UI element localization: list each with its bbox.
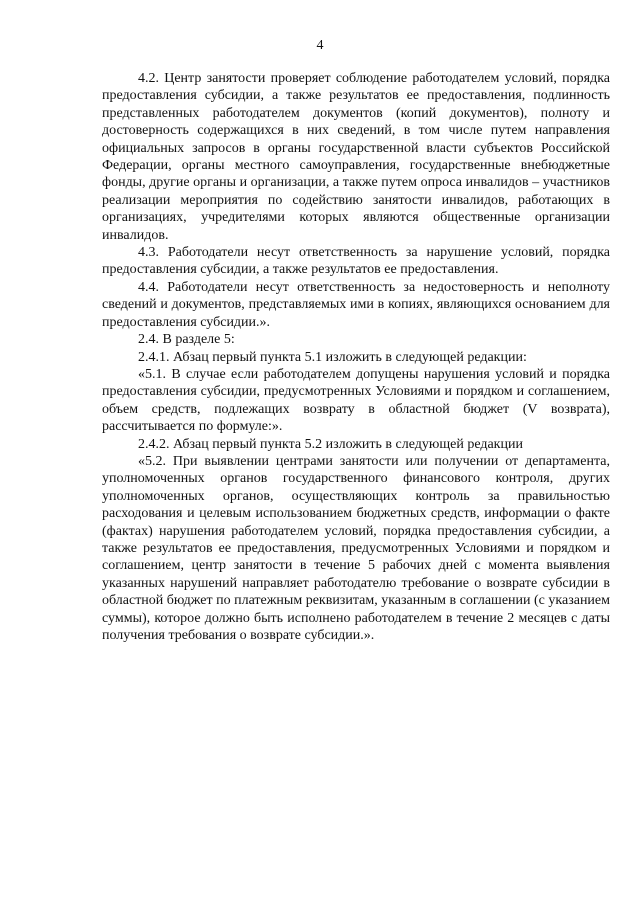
paragraph-2-4-1: 2.4.1. Абзац первый пункта 5.1 изложить в следующей редакции: <box>138 349 527 365</box>
paragraph-5-1: «5.1. В случае если работодателем допущены нарушения условий и порядка предоставления субсидии, предусмотренных Условиями и порядком и соглашением, объем средств, подлежащих возврату в областной бюджет (V возврата), рассчитывается по формуле:». <box>102 366 610 435</box>
paragraph-5-2: «5.2. При выявлении центрами занятости или получении от департамента, уполномоченных органов государственного финансового контроля, других уполномоченных органов, осуществляющих контроль за правильностью расходования и целевым использованием бюджетных средств, информации о факте (фактах) нарушения работодателем условий, порядка предоставления субсидии, а также результатов ее предоставления, предусмотренных Условиями и порядком и соглашением, центр занятости в течение 5 рабочих дней с момента выявления указанных нарушений направляет работодателю требование о возврате субсидии в областной бюджет по платежным реквизитам, указанным в соглашении (с указанием суммы), которое должно быть исполнено работодателем в течение 2 месяцев с даты получения требования о возврате субсидии.». <box>102 453 610 643</box>
paragraph-2-4-2: 2.4.2. Абзац первый пункта 5.2 изложить в следующей редакции <box>138 436 523 452</box>
paragraph-4-4: 4.4. Работодатели несут ответственность за недостоверность и неполноту сведений и документов, представляемых ими в копиях, являющихся основанием для предоставления субсидии.». <box>102 279 610 330</box>
paragraph-4-3: 4.3. Работодатели несут ответственность за нарушение условий, порядка предоставления субсидии, а также результатов ее предоставления. <box>102 245 610 278</box>
paragraph-4-2: 4.2. Центр занятости проверяет соблюдение работодателем условий, порядка предоставления субсидии, а также результатов ее предоставления, подлинность представленных работодателем документов (копий документов), полноту и достоверность содержащихся в них сведений, в том числе путем направления официальных запросов в органы государственной власти субъектов Российской Федерации, органы местного самоуправления, государственные внебюджетные фонды, другие органы и организации, а также путем опроса инвалидов – участников реализации мероприятия по содействию занятости инвалидов, работающих в организациях, учредителями которых являются общественные организации инвалидов. <box>102 71 610 243</box>
paragraph-2-4: 2.4. В разделе 5: <box>138 332 235 348</box>
document-body <box>102 70 610 644</box>
page-number: 4 <box>316 38 324 53</box>
